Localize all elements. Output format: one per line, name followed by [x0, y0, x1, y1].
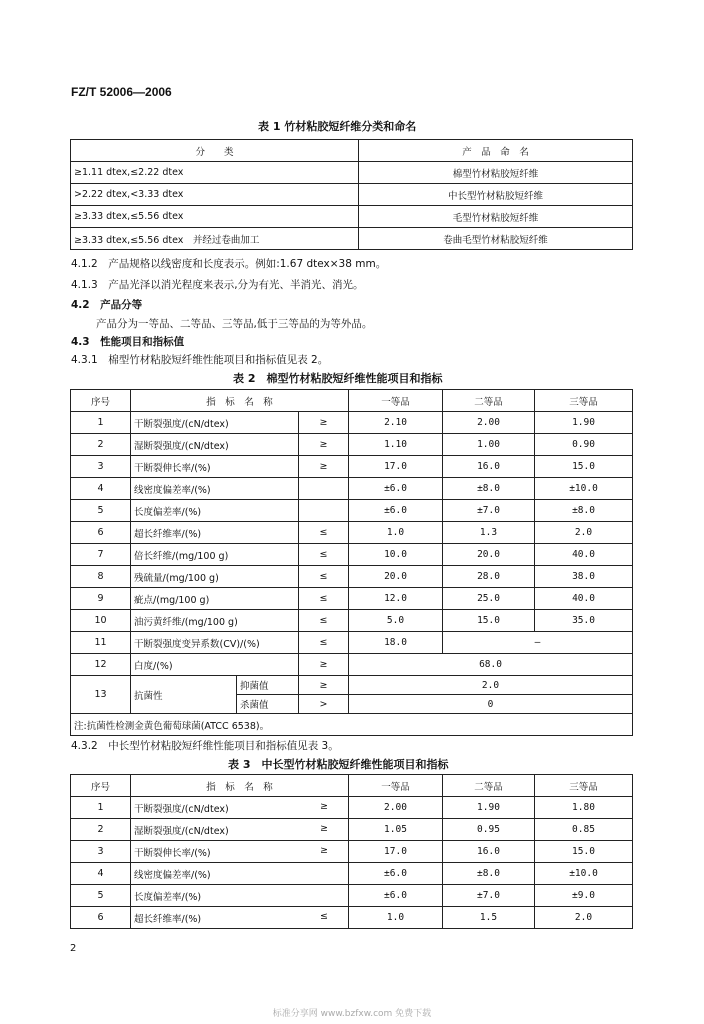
table2-cell: 1.10	[349, 434, 443, 456]
table1-cell: ≥3.33 dtex,≤5.56 dtex	[71, 206, 359, 228]
table3-cell: 1.80	[535, 797, 633, 819]
table3-header-cell: 三等品	[535, 775, 633, 797]
table3-cell	[131, 885, 349, 907]
table3-item-name: 湿断裂强度/(cN/dtex)	[134, 825, 229, 837]
table1-cell: 中长型竹材粘胶短纤维	[359, 184, 633, 206]
table3-cell	[131, 907, 349, 929]
table2-cell: 15.0	[443, 610, 535, 632]
table1-header-cell: 产 品 命 名	[359, 140, 633, 162]
table2-cell: ≥	[299, 434, 349, 456]
table2-cell: 湿断裂强度/(cN/dtex)	[131, 434, 299, 456]
table2-cell: 12.0	[349, 588, 443, 610]
table2-cell: 6	[71, 522, 131, 544]
table2-cell: 1.00	[443, 434, 535, 456]
table1-cell: ≥1.11 dtex,≤2.22 dtex	[71, 162, 359, 184]
table1-header-row	[71, 140, 633, 162]
table2-note-row	[71, 714, 633, 736]
table3-cell: ±10.0	[535, 863, 633, 885]
table2-cell: ≤	[299, 566, 349, 588]
table2-cell: ≤	[299, 588, 349, 610]
table2-cell: 11	[71, 632, 131, 654]
para-4-2: 产品分为一等品、二等品、三等品,低于三等品的为等外品。	[96, 318, 373, 330]
para-4-1-2: 4.1.2 产品规格以线密度和长度表示。例如:1.67 dtex×38 mm。	[71, 258, 387, 270]
table2-cell: 2.0	[535, 522, 633, 544]
table1-row	[71, 228, 633, 250]
section-4-3: 4.3 性能项目和指标值	[71, 336, 185, 348]
table2-cell: 10	[71, 610, 131, 632]
table3-cell: 4	[71, 863, 131, 885]
section-4-2: 4.2 产品分等	[71, 299, 143, 311]
table3-cell: 1.05	[349, 819, 443, 841]
table2-cell: ≤	[299, 522, 349, 544]
table3-cell: ±6.0	[349, 885, 443, 907]
table2-cell: 18.0	[349, 632, 443, 654]
table2-cell: 5.0	[349, 610, 443, 632]
table2-row	[71, 434, 633, 456]
table2-note: 注:抗菌性检测金黄色葡萄球菌(ATCC 6538)。	[71, 714, 633, 736]
table2-cell: 28.0	[443, 566, 535, 588]
table2-header-cell: 二等品	[443, 390, 535, 412]
table3-cell: 1.5	[443, 907, 535, 929]
table1-cell: 毛型竹材粘胶短纤维	[359, 206, 633, 228]
table3-row	[71, 885, 633, 907]
table3-cell: 6	[71, 907, 131, 929]
table2-cell: 35.0	[535, 610, 633, 632]
table2	[70, 389, 633, 736]
table2-cell: 17.0	[349, 456, 443, 478]
table2-cell: 38.0	[535, 566, 633, 588]
table2-row	[71, 566, 633, 588]
table2-cell: 2.00	[443, 412, 535, 434]
table3-cell: 0.85	[535, 819, 633, 841]
table2-cell: 40.0	[535, 544, 633, 566]
table1-cell: >2.22 dtex,<3.33 dtex	[71, 184, 359, 206]
table3-cell: 17.0	[349, 841, 443, 863]
table2-cell: 4	[71, 478, 131, 500]
document-header: FZ/T 52006—2006	[71, 85, 172, 99]
table1-row	[71, 206, 633, 228]
table2-row	[71, 632, 633, 654]
table2-cell: 10.0	[349, 544, 443, 566]
table2-cell: 40.0	[535, 588, 633, 610]
table3-row	[71, 907, 633, 929]
table2-header-cell: 序号	[71, 390, 131, 412]
table2-row	[71, 412, 633, 434]
table2-row	[71, 500, 633, 522]
table3-item-name: 线密度偏差率/(%)	[134, 869, 211, 881]
footer-watermark: 标准分享网 www.bzfxw.com 免费下载	[272, 1009, 432, 1019]
table2-cell: 20.0	[443, 544, 535, 566]
table2-caption: 表 2 棉型竹材粘胶短纤维性能项目和指标	[233, 372, 443, 385]
table2-cell: 20.0	[349, 566, 443, 588]
table3-row	[71, 863, 633, 885]
table3-cell: 1	[71, 797, 131, 819]
table2-cell: 9	[71, 588, 131, 610]
table2-cell: 5	[71, 500, 131, 522]
table2-cell: ≤	[299, 632, 349, 654]
table2-cell: ≥	[299, 654, 349, 676]
table2-row	[71, 676, 633, 695]
table3-cell	[131, 797, 349, 819]
table3-cell: 0.95	[443, 819, 535, 841]
table3-cell: 2.00	[349, 797, 443, 819]
table2-row	[71, 544, 633, 566]
table2-cell: 12	[71, 654, 131, 676]
table3-item-name: 干断裂强度/(cN/dtex)	[134, 803, 229, 815]
table2-cell: 1	[71, 412, 131, 434]
table1-cell: 卷曲毛型竹材粘胶短纤维	[359, 228, 633, 250]
table2-cell: ±8.0	[443, 478, 535, 500]
table3-header-cell: 序号	[71, 775, 131, 797]
table3-cell	[131, 863, 349, 885]
table3-cell	[131, 819, 349, 841]
table2-cell: 15.0	[535, 456, 633, 478]
table3-item-name: 长度偏差率/(%)	[134, 891, 202, 903]
table3-item-symbol: ≥	[320, 844, 328, 856]
table3-cell: ±9.0	[535, 885, 633, 907]
table3-item-name: 超长纤维率/(%)	[134, 913, 202, 925]
table2-cell: ±10.0	[535, 478, 633, 500]
table3-item-symbol: ≤	[320, 910, 328, 922]
table1-cell: ≥3.33 dtex,≤5.56 dtex 并经过卷曲加工	[71, 228, 359, 250]
table2-cell	[299, 500, 349, 522]
table2-cell: 1.90	[535, 412, 633, 434]
table2-row	[71, 478, 633, 500]
table2-cell: 2.0	[349, 676, 633, 695]
table2-header-cell: 指 标 名 称	[131, 390, 349, 412]
table2-cell: 干断裂伸长率/(%)	[131, 456, 299, 478]
table3-cell: ±7.0	[443, 885, 535, 907]
table2-cell: ±6.0	[349, 500, 443, 522]
table2-cell: 7	[71, 544, 131, 566]
table3-header-cell: 二等品	[443, 775, 535, 797]
table2-cell: 杀菌值	[237, 695, 299, 714]
para-4-1-3: 4.1.3 产品光泽以消光程度来表示,分为有光、半消光、消光。	[71, 279, 364, 291]
table2-cell: ≥	[299, 412, 349, 434]
table1-row	[71, 162, 633, 184]
table2-cell: ±7.0	[443, 500, 535, 522]
table2-cell: ≥	[299, 456, 349, 478]
table2-cell: 干断裂强度变异系数(CV)/(%)	[131, 632, 299, 654]
table2-cell: ±6.0	[349, 478, 443, 500]
table2-cell: 13	[71, 676, 131, 714]
table3-cell: 3	[71, 841, 131, 863]
table2-cell: ≤	[299, 544, 349, 566]
table2-cell: 抑菌值	[237, 676, 299, 695]
table2-cell: 16.0	[443, 456, 535, 478]
table2-cell: 残硫量/(mg/100 g)	[131, 566, 299, 588]
table2-cell: 线密度偏差率/(%)	[131, 478, 299, 500]
table3-item-symbol: ≥	[320, 800, 328, 812]
table2-row	[71, 654, 633, 676]
table3-cell: 15.0	[535, 841, 633, 863]
table2-cell: 68.0	[349, 654, 633, 676]
table3-cell: 1.0	[349, 907, 443, 929]
table3-row	[71, 841, 633, 863]
table1-cell: 棉型竹材粘胶短纤维	[359, 162, 633, 184]
table2-cell: 1.0	[349, 522, 443, 544]
table2-cell: —	[443, 632, 633, 654]
table3-cell: ±8.0	[443, 863, 535, 885]
table2-cell: 长度偏差率/(%)	[131, 500, 299, 522]
table3-cell: 2	[71, 819, 131, 841]
table3-row	[71, 819, 633, 841]
table2-cell: 超长纤维率/(%)	[131, 522, 299, 544]
table2-cell: 3	[71, 456, 131, 478]
page-number: 2	[70, 943, 77, 954]
table3-header-cell: 一等品	[349, 775, 443, 797]
table2-cell: 抗菌性	[131, 676, 237, 714]
table2-cell: 25.0	[443, 588, 535, 610]
table2-cell: 2	[71, 434, 131, 456]
table1-caption: 表 1 竹材粘胶短纤维分类和命名	[258, 120, 417, 133]
table3-cell: 2.0	[535, 907, 633, 929]
table2-cell: 0.90	[535, 434, 633, 456]
table3-header-row	[71, 775, 633, 797]
table2-cell: >	[299, 695, 349, 714]
table2-cell: 1.3	[443, 522, 535, 544]
table2-header-row	[71, 390, 633, 412]
table3-header-cell: 指 标 名 称	[131, 775, 349, 797]
table2-header-cell: 三等品	[535, 390, 633, 412]
table2-row	[71, 522, 633, 544]
table3-cell	[131, 841, 349, 863]
table2-body	[71, 412, 633, 632]
table3-item-name: 干断裂伸长率/(%)	[134, 847, 211, 859]
table3-cell: 1.90	[443, 797, 535, 819]
table3-body	[71, 797, 633, 929]
table2-cell: 白度/(%)	[131, 654, 299, 676]
table3	[70, 774, 633, 929]
table3-cell: 16.0	[443, 841, 535, 863]
table2-cell: 油污黄纤维/(mg/100 g)	[131, 610, 299, 632]
para-4-3-1: 4.3.1 棉型竹材粘胶短纤维性能项目和指标值见表 2。	[71, 354, 329, 366]
para-4-3-2: 4.3.2 中长型竹材粘胶短纤维性能项目和指标值见表 3。	[71, 740, 339, 752]
table2-cell: 干断裂强度/(cN/dtex)	[131, 412, 299, 434]
table2-cell	[299, 478, 349, 500]
table2-cell: 2.10	[349, 412, 443, 434]
table2-cell: 0	[349, 695, 633, 714]
table2-row	[71, 610, 633, 632]
table1	[70, 139, 633, 250]
table1-row	[71, 184, 633, 206]
table3-caption: 表 3 中长型竹材粘胶短纤维性能项目和指标	[228, 758, 449, 771]
table2-cell: 倍长纤维/(mg/100 g)	[131, 544, 299, 566]
table2-cell: 8	[71, 566, 131, 588]
table2-row	[71, 588, 633, 610]
table2-cell: ≥	[299, 676, 349, 695]
table2-row	[71, 456, 633, 478]
table3-item-symbol: ≥	[320, 822, 328, 834]
table2-header-cell: 一等品	[349, 390, 443, 412]
table3-cell: 5	[71, 885, 131, 907]
table2-cell: ≤	[299, 610, 349, 632]
table3-row	[71, 797, 633, 819]
table2-cell: ±8.0	[535, 500, 633, 522]
table1-header-cell: 分 类	[71, 140, 359, 162]
table3-cell: ±6.0	[349, 863, 443, 885]
table2-cell: 疵点/(mg/100 g)	[131, 588, 299, 610]
